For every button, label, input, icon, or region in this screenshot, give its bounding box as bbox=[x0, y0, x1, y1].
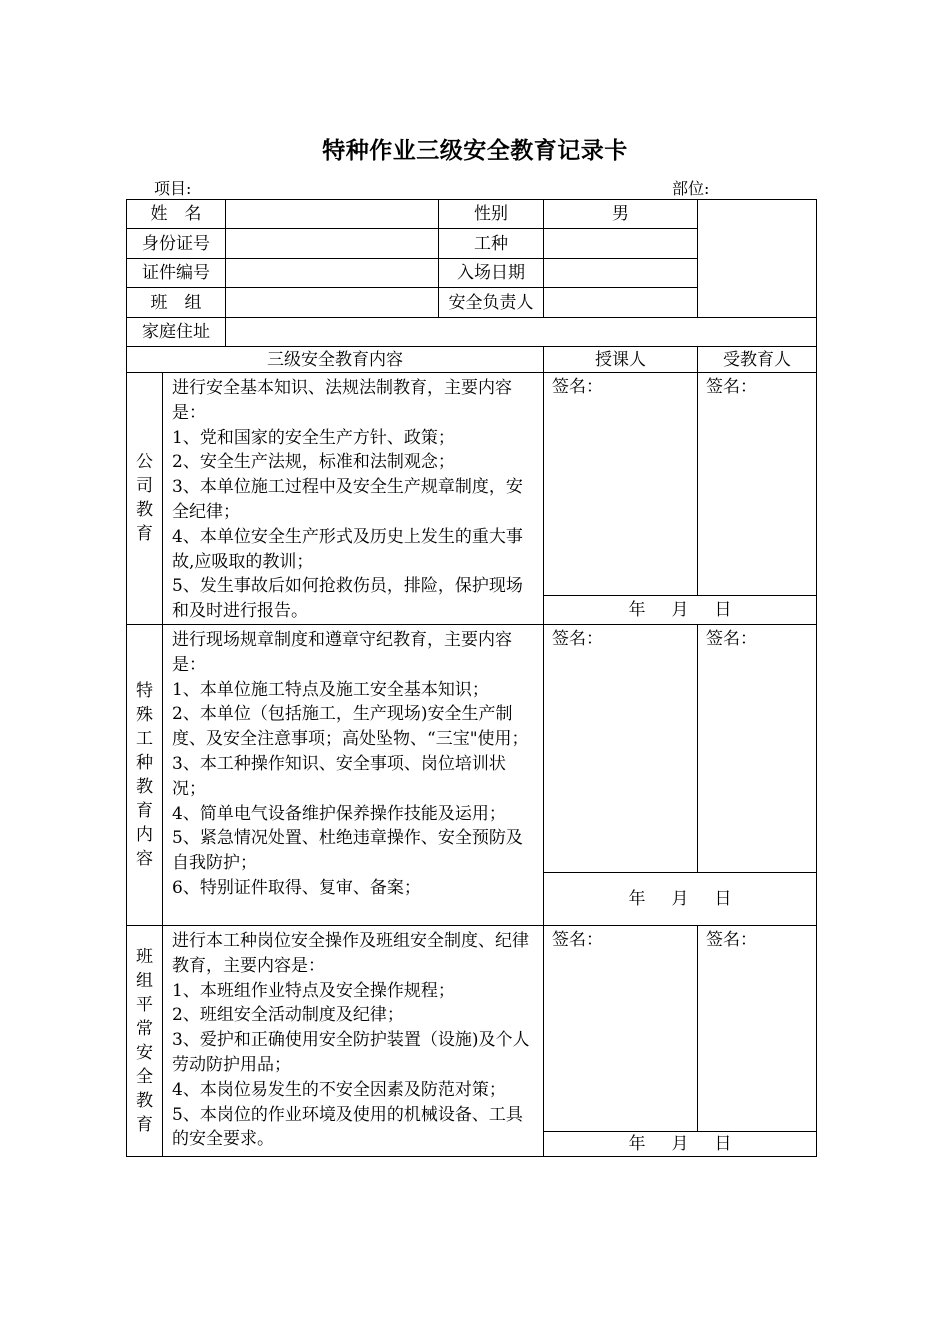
section-label-special: 特殊工种教育内容 bbox=[127, 624, 163, 925]
team-value[interactable] bbox=[226, 288, 439, 318]
student-signature-company[interactable]: 签名： bbox=[698, 373, 817, 596]
section-content-special: 进行现场规章制度和遵章守纪教育，主要内容是： 1、本单位施工特点及施工安全基本知识； 2、本单位（包括施工，生产现场)安全生产制度、及安全注意事项；高处坠物、“三宝"使用； 3、本工种操作知识、安全事项、岗位培训状况； 4、简单电气设备维护保养操作技能及运用； 5、紧急情况处置、杜绝违章操作、安全预防及自我防护； 6、特别证件取得、复审、备案； bbox=[163, 624, 544, 925]
cert-label: 证件编号 bbox=[127, 259, 226, 288]
position-label: 部位: bbox=[672, 179, 710, 198]
job-value[interactable] bbox=[544, 229, 698, 259]
section-label-team: 班组平常安全教育 bbox=[127, 925, 163, 1156]
gender-value[interactable]: 男 bbox=[544, 200, 698, 229]
id-value[interactable] bbox=[226, 229, 439, 259]
address-value[interactable] bbox=[226, 318, 817, 347]
safety-value[interactable] bbox=[544, 288, 698, 318]
section-content-team: 进行本工种岗位安全操作及班组安全制度、纪律教育，主要内容是： 1、本班组作业特点及安全操作规程； 2、班组安全活动制度及纪律； 3、爱护和正确使用安全防护装置（设施)及个人劳动防护用品； 4、本岗位易发生的不安全因素及防范对策； 5、本岗位的作业环境及使用的机械设备、工具的安全要求。 bbox=[163, 925, 544, 1156]
student-signature-team[interactable]: 签名： bbox=[698, 925, 817, 1131]
gender-label: 性别 bbox=[439, 200, 544, 229]
entry-value[interactable] bbox=[544, 259, 698, 288]
teacher-signature-special[interactable]: 签名： bbox=[544, 624, 698, 872]
teacher-signature-team[interactable]: 签名： bbox=[544, 925, 698, 1131]
section-content-company: 进行安全基本知识、法规法制教育，主要内容是： 1、党和国家的安全生产方针、政策； 2、安全生产法规，标准和法制观念； 3、本单位施工过程中及安全生产规章制度，安全纪律； 4、本单位安全生产形式及历史上发生的重大事故,应吸取的教训； 5、发生事故后如何抢救伤员，排险，保护现场和及时进行报告。 bbox=[163, 373, 544, 625]
name-value[interactable] bbox=[226, 200, 439, 229]
education-record-table bbox=[126, 199, 817, 1157]
project-label: 项目: bbox=[154, 179, 192, 198]
date-special[interactable]: 年 月 日 bbox=[544, 872, 817, 925]
student-signature-special[interactable]: 签名： bbox=[698, 624, 817, 872]
edu-student-header: 受教育人 bbox=[698, 347, 817, 373]
team-label: 班 组 bbox=[127, 288, 226, 318]
address-label: 家庭住址 bbox=[127, 318, 226, 347]
edu-teacher-header: 授课人 bbox=[544, 347, 698, 373]
entry-label: 入场日期 bbox=[439, 259, 544, 288]
photo-box bbox=[698, 200, 817, 318]
section-label-company: 公司教育 bbox=[127, 373, 163, 625]
edu-content-header: 三级安全教育内容 bbox=[127, 347, 544, 373]
id-label: 身份证号 bbox=[127, 229, 226, 259]
date-team[interactable]: 年 月 日 bbox=[544, 1131, 817, 1156]
page-title: 特种作业三级安全教育记录卡 bbox=[322, 138, 628, 164]
date-company[interactable]: 年 月 日 bbox=[544, 595, 817, 624]
name-label: 姓 名 bbox=[127, 200, 226, 229]
safety-label: 安全负责人 bbox=[439, 288, 544, 318]
teacher-signature-company[interactable]: 签名： bbox=[544, 373, 698, 596]
cert-value[interactable] bbox=[226, 259, 439, 288]
job-label: 工种 bbox=[439, 229, 544, 259]
